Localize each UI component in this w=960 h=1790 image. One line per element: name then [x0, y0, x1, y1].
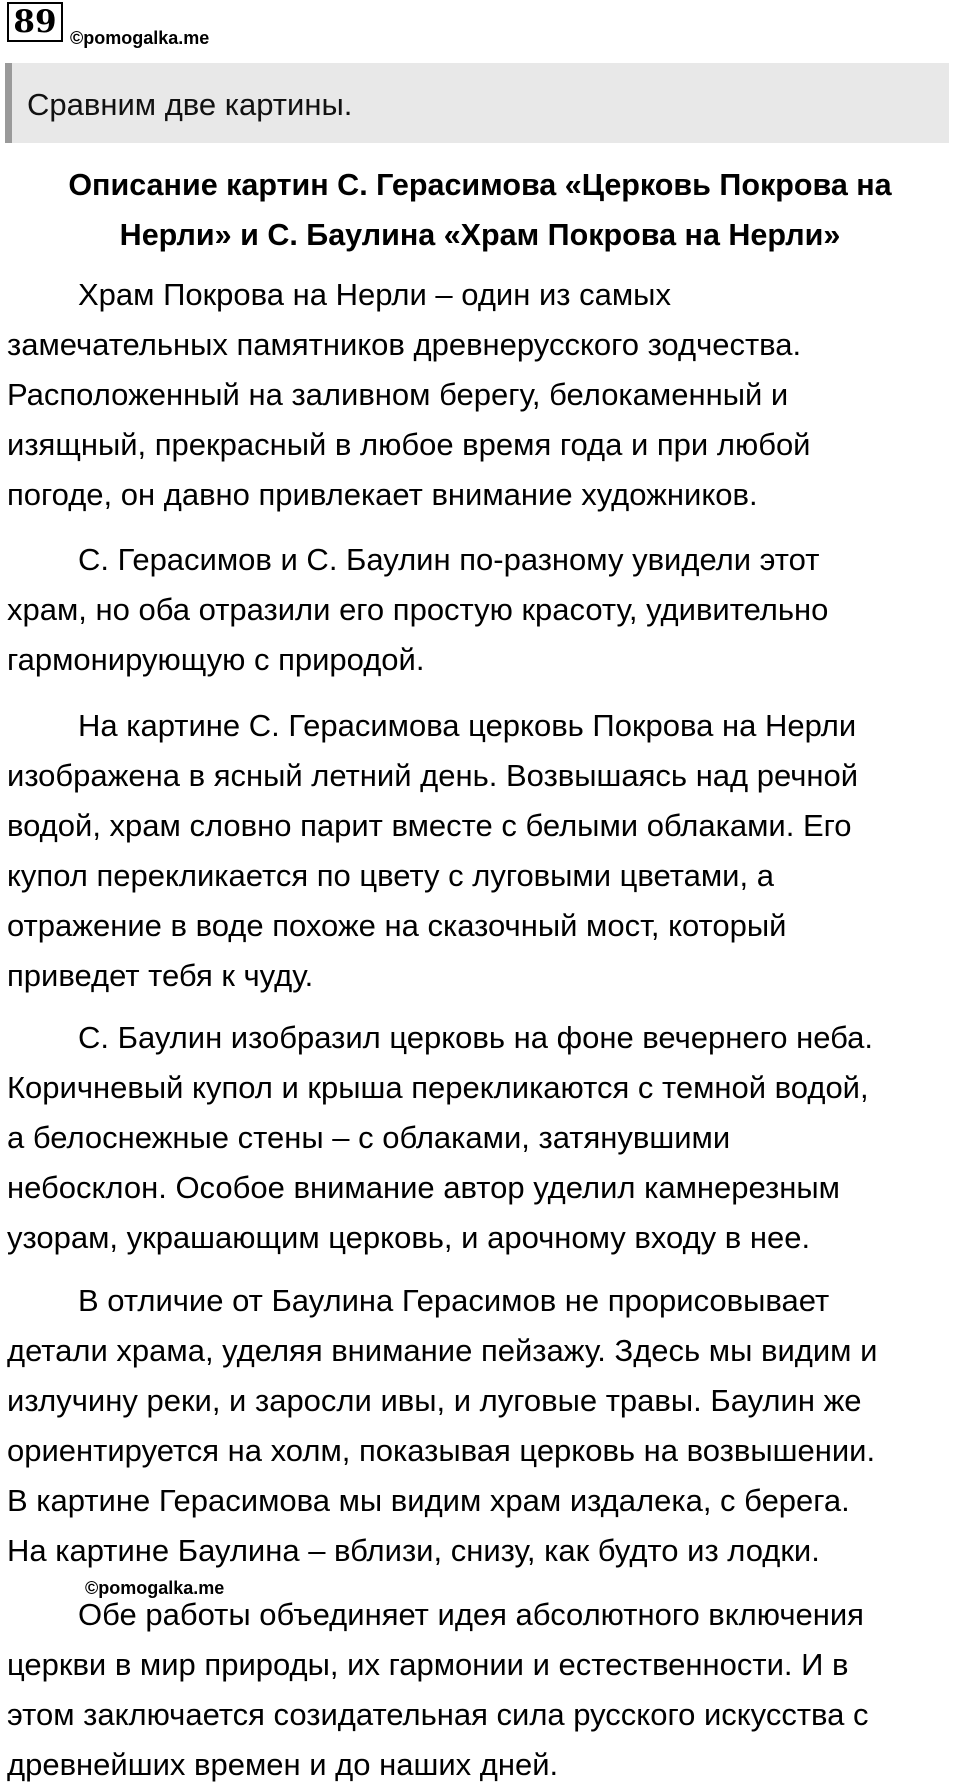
text-line: детали храма, уделяя внимание пейзажу. Здесь мы видим и	[7, 1333, 878, 1368]
text-line: древнейших времен и до наших дней.	[7, 1747, 559, 1782]
watermark-top: ©pomogalka.me	[70, 28, 210, 48]
text-line: отражение в воде похоже на сказочный мост, который	[7, 908, 787, 943]
text-line: церкви в мир природы, их гармонии и естественности. И в	[7, 1647, 849, 1682]
essay-title-line: Нерли» и С. Баулина «Храм Покрова на Нерли»	[119, 218, 841, 252]
paragraph-gerasimov	[7, 701, 957, 1001]
text-line: гармонирующую с природой.	[7, 642, 425, 677]
text-line: На картине С. Герасимова церковь Покрова на Нерли	[78, 708, 857, 743]
text-line: На картине Баулина – вблизи, снизу, как будто из лодки.	[7, 1533, 820, 1568]
text-line: излучину реки, и заросли ивы, и луговые травы. Баулин же	[7, 1383, 862, 1418]
text-line: С. Баулин изобразил церковь на фоне вечернего неба.	[78, 1020, 874, 1055]
text-line: С. Герасимов и С. Баулин по-разному увидели этот	[78, 542, 820, 577]
text-line: погоде, он давно привлекает внимание художников.	[7, 477, 758, 512]
task-text: Сравним две картины.	[27, 87, 353, 122]
paragraph-baulin	[7, 1013, 957, 1263]
text-line: а белоснежные стены – с облаками, затянувшими	[7, 1120, 731, 1155]
text-line: Обе работы объединяет идея абсолютного включения	[78, 1597, 864, 1632]
paragraph-conclusion	[7, 1590, 957, 1790]
text-line: этом заключается созидательная сила русского искусства с	[7, 1697, 869, 1732]
text-line: купол перекликается по цвету с луговыми цветами, а	[7, 858, 774, 893]
page-number: 89	[7, 2, 63, 42]
text-line: В отличие от Баулина Герасимов не прорисовывает	[78, 1283, 830, 1318]
task-banner	[5, 63, 949, 143]
text-line: изящный, прекрасный в любое время года и при любой	[7, 427, 811, 462]
watermark-middle: ©pomogalka.me	[85, 1578, 225, 1598]
text-line: Храм Покрова на Нерли – один из самых	[78, 277, 671, 312]
paragraph-two-artists	[7, 535, 957, 685]
text-line: храм, но оба отразили его простую красоту, удивительно	[7, 592, 829, 627]
paragraph-comparison	[7, 1276, 957, 1576]
text-line: узорам, украшающим церковь, и арочному входу в нее.	[7, 1220, 811, 1255]
text-line: изображена в ясный летний день. Возвышаясь над речной	[7, 758, 859, 793]
text-line: Коричневый купол и крыша перекликаются с темной водой,	[7, 1070, 869, 1105]
paragraph-intro	[7, 270, 957, 520]
essay-title	[0, 160, 960, 260]
text-line: водой, храм словно парит вместе с белыми облаками. Его	[7, 808, 852, 843]
text-line: небосклон. Особое внимание автор уделил камнерезным	[7, 1170, 840, 1205]
text-line: приведет тебя к чуду.	[7, 958, 314, 993]
text-line: В картине Герасимова мы видим храм издалека, с берега.	[7, 1483, 850, 1518]
text-line: Расположенный на заливном берегу, белокаменный и	[7, 377, 789, 412]
text-line: ориентируется на холм, показывая церковь на возвышении.	[7, 1433, 876, 1468]
essay-title-line: Описание картин С. Герасимова «Церковь Покрова на	[68, 168, 892, 202]
text-line: замечательных памятников древнерусского зодчества.	[7, 327, 802, 362]
